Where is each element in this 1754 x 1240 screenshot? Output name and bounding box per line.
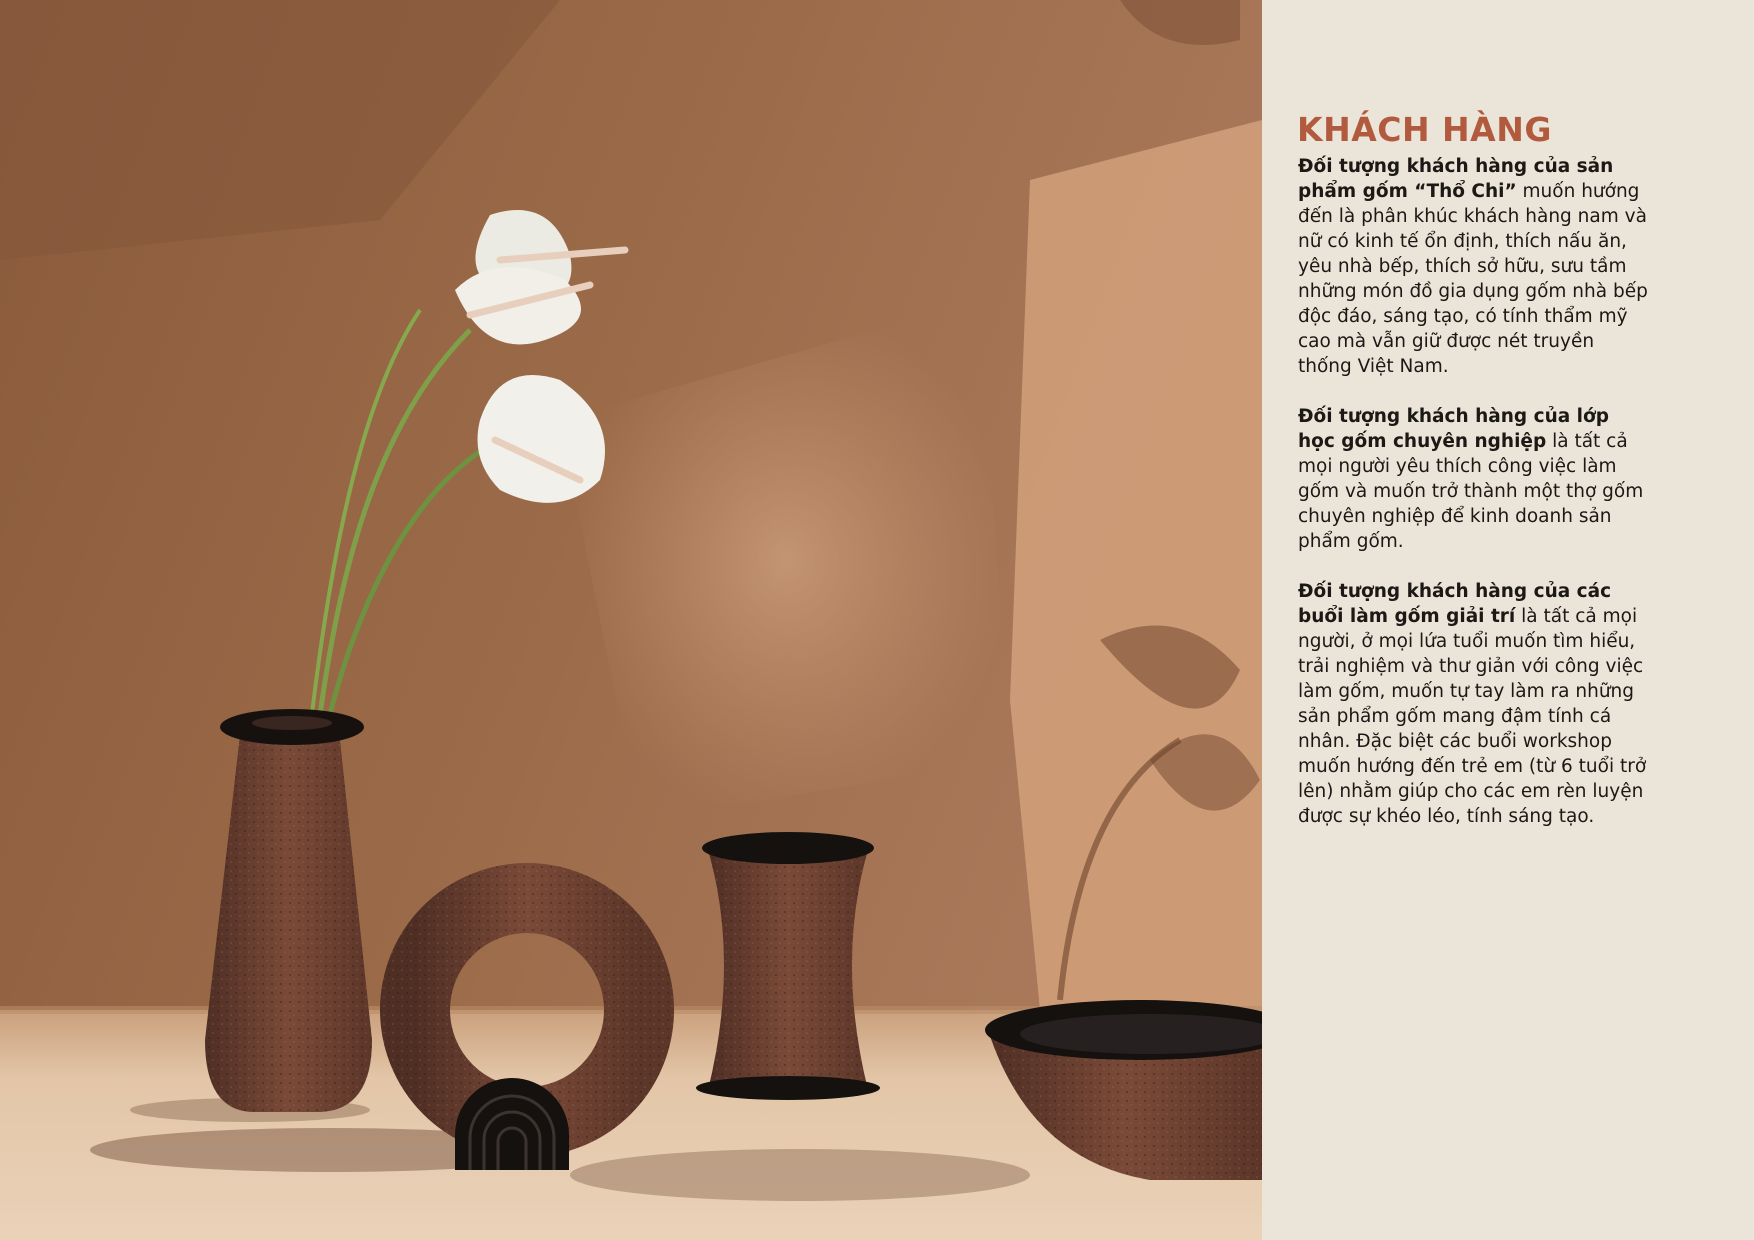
body-text: [1298, 154, 1648, 854]
paragraph-text: là tất cả mọi người, ở mọi lứa tuổi muốn tìm hiểu, trải nghiệm và thư giản với công việc làm gốm, muốn tự tay làm ra những sản phẩm gốm mang đậm tính cá nhân. Đặc biệt các buổi workshop muốn hướng đến trẻ em (từ 6 tuổi trở lên) nhằm giúp cho các em rèn luyện được sự khéo léo, tính sáng tạo.: [1298, 606, 1647, 827]
paragraph-text: là tất cả mọi người yêu thích công việc làm gốm và muốn trở thành một thợ gốm chuyên nghiệp để kinh doanh sản phẩm gốm.: [1298, 431, 1644, 552]
text-panel: [1262, 0, 1754, 1240]
paragraph-lead: Đối tượng khách hàng của các buổi làm gốm giải trí: [1298, 581, 1612, 627]
paragraph-product-customers: [1298, 154, 1648, 379]
paragraph-lead: Đối tượng khách hàng của sản phẩm gốm “Thổ Chi”: [1298, 156, 1614, 202]
paragraph-workshop-customers: [1298, 579, 1648, 829]
paragraph-pro-class-customers: [1298, 404, 1648, 554]
paragraph-lead: Đối tượng khách hàng của lớp học gốm chuyên nghiệp: [1298, 406, 1609, 452]
page-title: KHÁCH HÀNG: [1297, 110, 1552, 149]
paragraph-text: muốn hướng đến là phân khúc khách hàng nam và nữ có kinh tế ổn định, thích nấu ăn, yêu nhà bếp, thích sở hữu, sưu tầm những món đồ gia dụng gốm nhà bếp độc đáo, sáng tạo, có tính thẩm mỹ cao mà vẫn giữ được nét truyền thống Việt Nam.: [1298, 181, 1648, 377]
